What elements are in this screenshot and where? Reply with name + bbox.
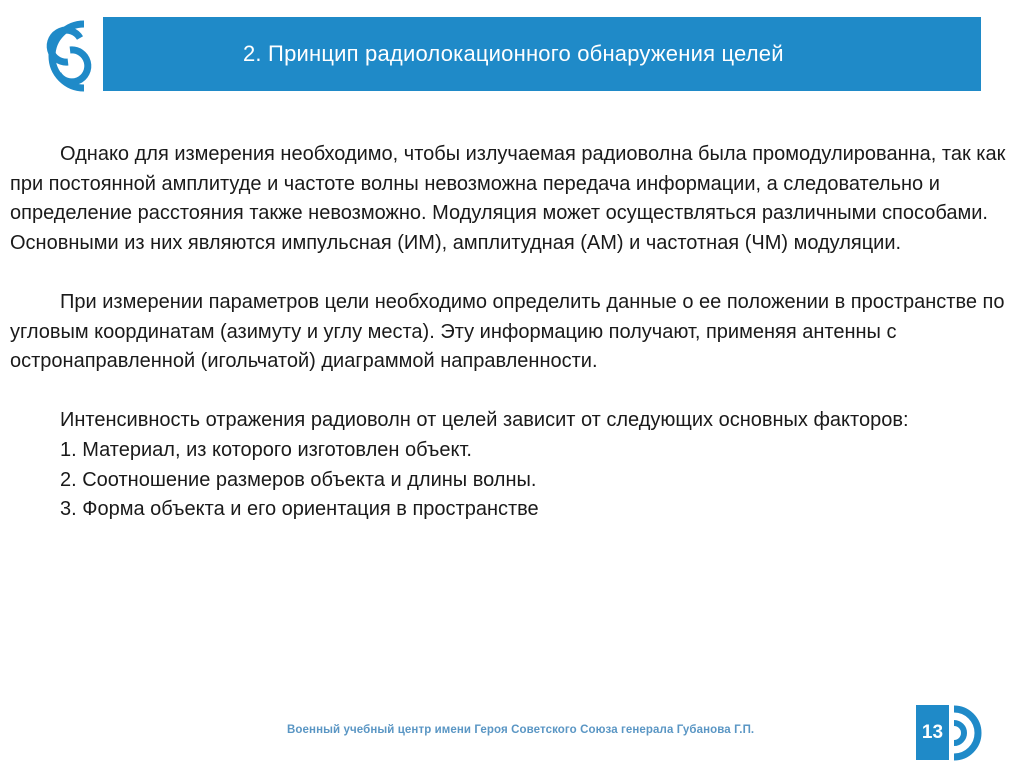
paragraph-2-text: При измерении параметров цели необходимо определить данные о ее положении в пространстве по угловым координатам (азимуту и углу места). Эту информацию получают, применяя антенны с остронаправленной (игольчатой) диаграммой направленности. <box>10 290 1005 373</box>
paragraph-1 <box>10 140 1015 258</box>
paragraph-1-text: Однако для измерения необходимо, чтобы излучаемая радиоволна была промодулированна, так как при постоянной амплитуде и частоте волны невозможна передача информации, а следовательно и определение расстояния также невозможно. Модуляция может осуществляться различными способами. Основными из них являются импульсная (ИМ), амплитудная (АМ) и частотная (ЧМ) модуляции. <box>10 143 1006 254</box>
paragraph-3-text: Интенсивность отражения радиоволн от целей зависит от следующих основных факторов: <box>60 409 909 432</box>
paragraph-3 <box>10 406 1015 436</box>
slide-title: 2. Принцип радиолокационного обнаружения целей <box>243 41 784 66</box>
list-item: 3. Форма объекта и его ориентация в пространстве <box>60 498 539 521</box>
paragraph-2 <box>10 288 1015 377</box>
logo-icon <box>40 14 98 98</box>
slide-content <box>10 140 1015 525</box>
footer-organization: Военный учебный центр имени Героя Советского Союза генерала Губанова Г.П. <box>287 724 755 736</box>
list-item: 1. Материал, из которого изготовлен объект. <box>60 438 472 461</box>
list-item: 2. Соотношение размеров объекта и длины волны. <box>60 468 537 491</box>
page-number: 13 <box>916 705 949 760</box>
logo-small-icon <box>950 703 986 763</box>
header-bar <box>103 17 981 91</box>
